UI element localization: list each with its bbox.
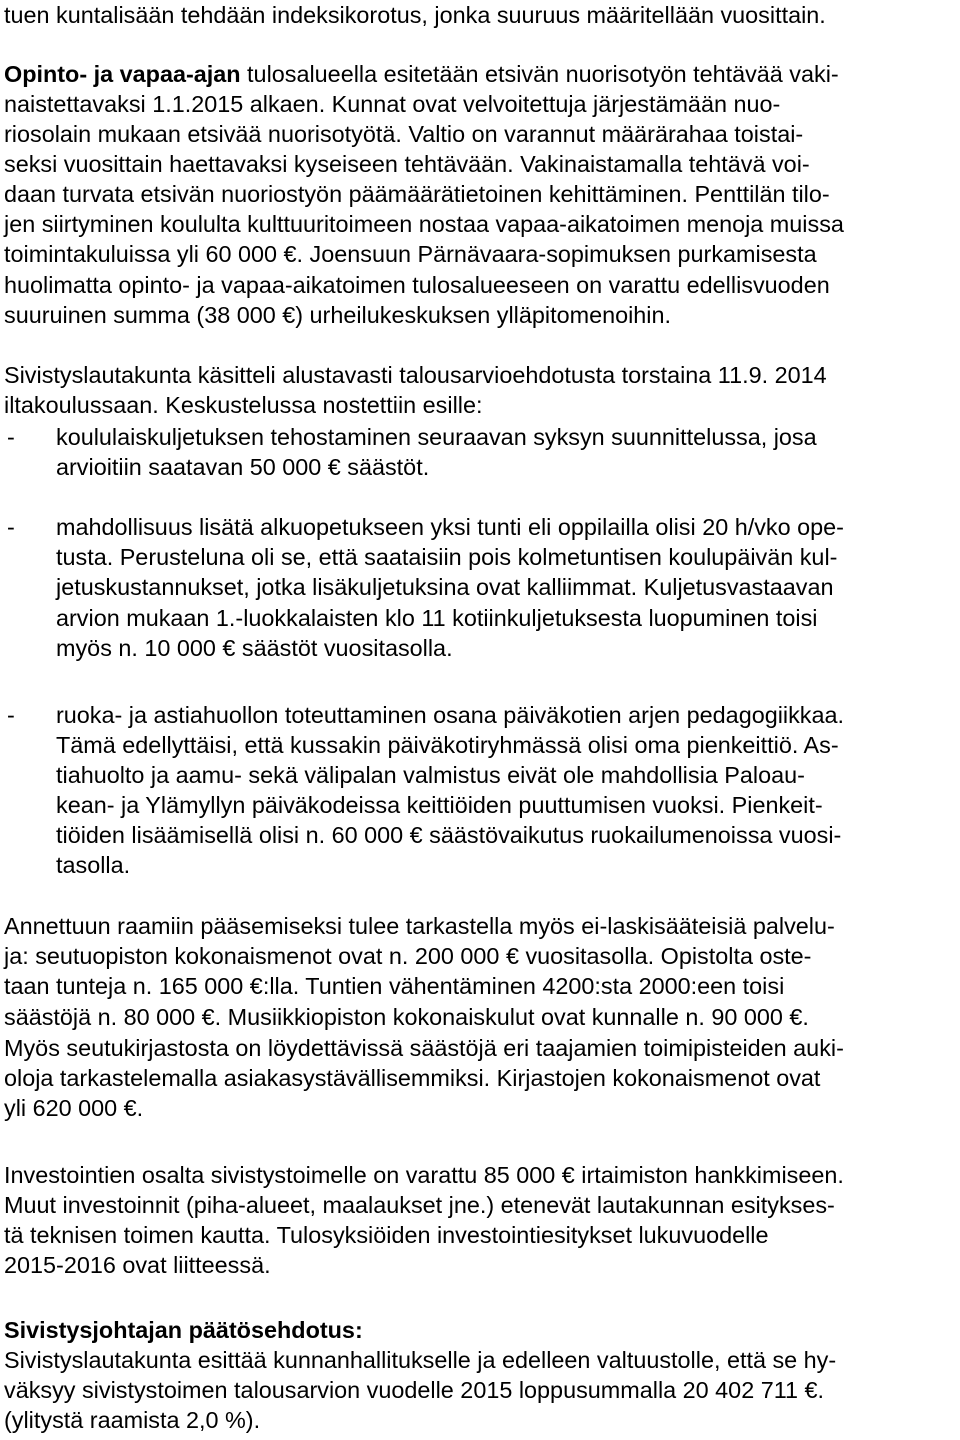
list-item-line: myös n. 10 000 € säästöt vuositasolla.: [56, 635, 453, 661]
text-line: Sivistyslautakunta esittää kunnanhallitukselle ja edelleen valtuustolle, että se hy-: [4, 1347, 837, 1373]
text-line: Myös seutukirjastosta on löydettävissä säästöjä eri taajamien toimipisteiden auki-: [4, 1035, 844, 1061]
text-line: taan tunteja n. 165 000 €:lla. Tuntien vähentäminen 4200:sta 2000:een toisi: [4, 973, 785, 999]
list-item-line: mahdollisuus lisätä alkuopetukseen yksi tunti eli oppilailla olisi 20 h/vko ope-: [56, 514, 844, 540]
text-line: daan turvata etsivän nuoriostyön päämäärätietoinen kehittäminen. Penttilän tilo-: [4, 181, 830, 207]
list-item-line: ruoka- ja astiahuollon toteuttaminen osana päiväkotien arjen pedagogiikkaa.: [56, 702, 845, 728]
text-line: 2015-2016 ovat liitteessä.: [4, 1252, 271, 1278]
list-item-line: tasolla.: [56, 852, 131, 878]
text-line: huolimatta opinto- ja vapaa-aikatoimen tulosalueeseen on varattu edellisvuoden: [4, 272, 830, 298]
list-item-line: arvion mukaan 1.-luokkalaisten klo 11 kotiinkuljetuksesta luopuminen toisi: [56, 605, 818, 631]
list-item-line: Tämä edellyttäisi, että kussakin päiväkotiryhmässä olisi oma pienkeittiö. As-: [56, 732, 839, 758]
text-line: jen siirtyminen koululta kulttuuritoimeen nostaa vapaa-aikatoimen menoja muissa: [4, 211, 844, 237]
bullet-dash: -: [7, 514, 15, 540]
list-item-line: koululaiskuljetuksen tehostaminen seuraavan syksyn suunnittelussa, josa: [56, 424, 817, 450]
list-item-line: kean- ja Ylämyllyn päiväkodeissa keittiöiden puuttumisen vuoksi. Pienkeit-: [56, 792, 823, 818]
text-line: naistettavaksi 1.1.2015 alkaen. Kunnat ovat velvoitettuja järjestämään nuo-: [4, 91, 781, 117]
text-line: tuen kuntalisään tehdään indeksikorotus, jonka suuruus määritellään vuosittain.: [4, 2, 826, 28]
text-line: Annettuun raamiin pääsemiseksi tulee tarkastella myös ei-laskisääteisiä palvelu-: [4, 913, 835, 939]
text-line: säästöjä n. 80 000 €. Musiikkiopiston kokonaiskulut ovat kunnalle n. 90 000 €.: [4, 1004, 809, 1030]
list-item-line: jetuskustannukset, jotka lisäkuljetuksina ovat kalliimmat. Kuljetusvastaavan: [56, 574, 834, 600]
bullet-dash: -: [7, 702, 15, 728]
list-item-line: tiöiden lisäämisellä olisi n. 60 000 € säästövaikutus ruokailumenoissa vuosi-: [56, 822, 842, 848]
text-line: (ylitystä raamista 2,0 %).: [4, 1407, 261, 1433]
bullet-dash: -: [7, 424, 15, 450]
text-line: seksi vuosittain haettavaksi kyseiseen tehtävään. Vakinaistamalla tehtävä voi-: [4, 151, 810, 177]
text-line: Sivistyslautakunta käsitteli alustavasti talousarvioehdotusta torstaina 11.9. 2014: [4, 362, 827, 388]
text-line: väksyy sivistystoimen talousarvion vuodelle 2015 loppusummalla 20 402 711 €.: [4, 1377, 824, 1403]
text-line: suuruinen summa (38 000 €) urheilukeskuksen ylläpitomenoihin.: [4, 302, 671, 328]
list-item-line: tusta. Perusteluna oli se, että saataisiin pois kolmetuntisen koulupäivän kul-: [56, 544, 838, 570]
list-item-line: arvioitiin saatavan 50 000 € säästöt.: [56, 454, 430, 480]
bold-lead: Opinto- ja vapaa-ajan: [4, 61, 241, 87]
text-line: iltakoulussaan. Keskustelussa nostettiin esille:: [4, 392, 483, 418]
text-line: Muut investoinnit (piha-alueet, maalaukset jne.) etenevät lautakunnan esitykses-: [4, 1192, 835, 1218]
text-line: tä teknisen toimen kautta. Tulosyksiöiden investointiesitykset lukuvuodelle: [4, 1222, 769, 1248]
list-item-line: tiahuolto ja aamu- sekä välipalan valmistus eivät ole mahdollisia Paloau-: [56, 762, 805, 788]
section-heading: Sivistysjohtajan päätösehdotus:: [4, 1317, 363, 1343]
text-line: toimintakuluissa yli 60 000 €. Joensuun Pärnävaara-sopimuksen purkamisesta: [4, 241, 817, 267]
text-line: Opinto- ja vapaa-ajan tulosalueella esitetään etsivän nuorisotyön tehtävää vaki-: [4, 61, 839, 87]
text-line: ja: seutuopiston kokonaismenot ovat n. 200 000 € vuositasolla. Opistolta oste-: [4, 943, 812, 969]
text-line: Investointien osalta sivistystoimelle on varattu 85 000 € irtaimiston hankkimiseen.: [4, 1162, 844, 1188]
text-line: oloja tarkastelemalla asiakasystävällisemmiksi. Kirjastojen kokonaismenot ovat: [4, 1065, 821, 1091]
text-line: riosolain mukaan etsivää nuorisotyötä. Valtio on varannut määrärahaa toistai-: [4, 121, 804, 147]
text-line: yli 620 000 €.: [4, 1095, 144, 1121]
